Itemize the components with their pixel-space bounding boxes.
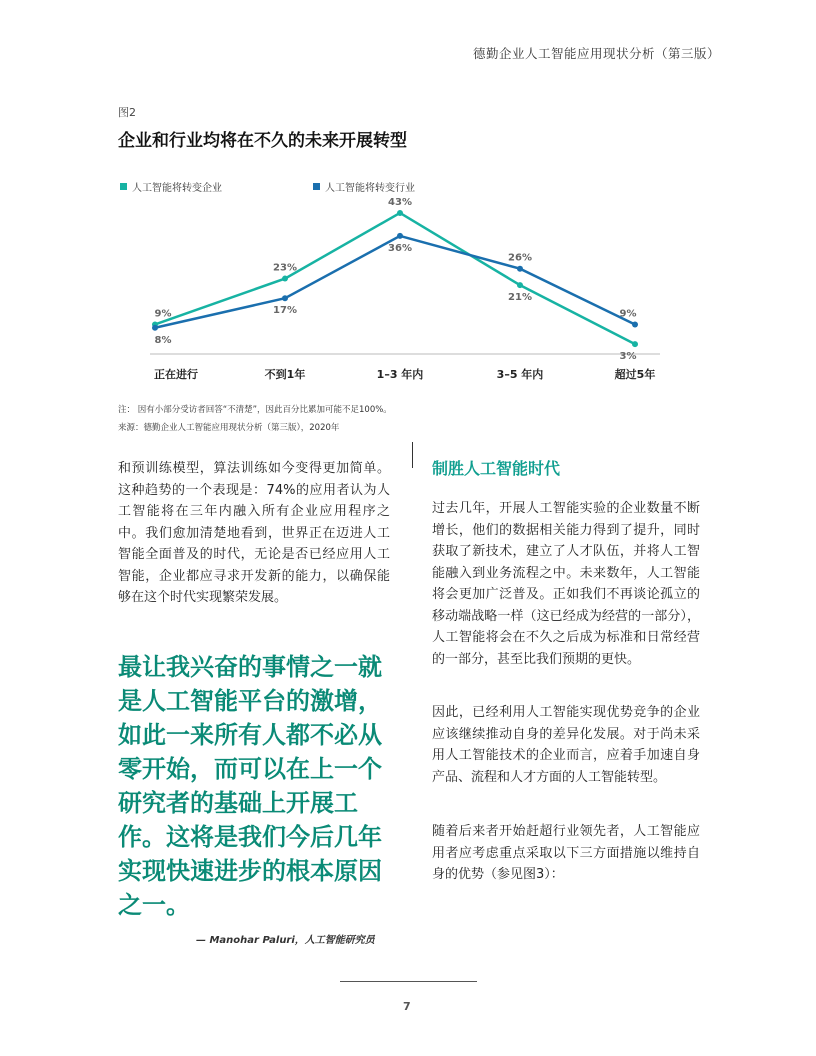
data-label-s1-2: 23% [273, 262, 297, 274]
data-label-s1-3: 43% [388, 196, 412, 208]
legend-label-industry: 人工智能将转变行业 [325, 183, 415, 194]
series-line-1 [155, 213, 635, 344]
x-tick-label-2: 不到1年 [264, 368, 306, 381]
x-tick-label-5: 超过5年 [614, 368, 656, 381]
data-point-s1-5 [632, 341, 638, 347]
chart-title: 企业和行业均将在不久的未来开展转型 [118, 131, 407, 151]
legend-swatch-enterprise [120, 183, 127, 190]
data-label-s1-5: 3% [619, 351, 637, 363]
data-point-s2-3 [397, 233, 403, 239]
x-tick-label-1: 正在进行 [154, 368, 198, 381]
data-point-s2-1 [152, 325, 158, 331]
footer-rule [340, 981, 477, 982]
x-tick-label-3: 1–3 年内 [376, 368, 424, 381]
data-label-s1-1: 9% [154, 308, 172, 320]
body-paragraph-right-2: 因此，已经利用人工智能实现优势竞争的企业应该继续推动自身的差异化发展。对于尚未采用人工智能技术的企业而言，应着手加速自身产品、流程和人才方面的人工智能转型。 [432, 705, 700, 785]
document-header-title: 德勤企业人工智能应用现状分析（第三版） [472, 46, 720, 61]
figure-source: 来源：德勤企业人工智能应用现状分析（第三版），2020年 [118, 423, 340, 433]
data-label-s2-5: 9% [619, 308, 637, 320]
pull-quote: 最让我兴奋的事情之一就是人工智能平台的激增，如此一来所有人都不必从零开始，而可以在上一个研究者的基础上开展工作。这将是我们今后几年实现快速进步的根本原因之一。 [118, 653, 382, 919]
data-point-s2-5 [632, 321, 638, 327]
x-tick-label-4: 3–5 年内 [496, 368, 544, 381]
section-heading: 制胜人工智能时代 [432, 459, 561, 478]
data-label-s1-4: 21% [508, 292, 532, 304]
body-paragraph-left: 和预训练模型，算法训练如今变得更加简单。这种趋势的一个表现是：74%的应用者认为人工智能将在三年内融入所有企业应用程序之中。我们愈加清楚地看到，世界正在迈进人工智能全面普及的时代，无论是否已经应用人工智能，企业都应寻求开发新的能力，以确保能够在这个时代实现繁荣发展。 [118, 461, 390, 605]
quote-attribution: — Manohar Paluri，人工智能研究员 [196, 935, 375, 946]
data-label-s2-3: 36% [388, 242, 412, 254]
body-paragraph-right-3: 随着后来者开始赶超行业领先者，人工智能应用者应考虑重点采取以下三方面措施以维持自身的优势（参见图3）： [432, 824, 700, 882]
data-point-s1-2 [282, 276, 288, 282]
page-number: 7 [403, 1000, 411, 1013]
line-chart [110, 190, 670, 390]
data-label-s2-2: 17% [273, 305, 297, 317]
data-point-s2-2 [282, 295, 288, 301]
data-label-s2-4: 26% [508, 252, 532, 264]
legend-swatch-industry [313, 183, 320, 190]
data-point-s1-3 [397, 210, 403, 216]
figure-label: 图2 [118, 106, 136, 119]
data-label-s2-1: 8% [154, 334, 172, 346]
data-point-s2-4 [517, 266, 523, 272]
column-divider [412, 442, 413, 468]
figure-note: 注： 因有小部分受访者回答“不清楚”，因此百分比累加可能不足100%。 [118, 405, 392, 415]
legend-label-enterprise: 人工智能将转变企业 [132, 183, 222, 194]
body-paragraph-right-1: 过去几年，开展人工智能实验的企业数量不断增长，他们的数据相关能力得到了提升，同时获取了新技术，建立了人才队伍，并将人工智能融入到业务流程之中。未来数年，人工智能将会更加广泛普及。正如我们不再谈论孤立的移动端战略一样（这已经成为经营的一部分），人工智能将会在不久之后成为标准和日常经营的一部分，甚至比我们预期的更快。 [432, 501, 700, 667]
data-point-s1-4 [517, 282, 523, 288]
